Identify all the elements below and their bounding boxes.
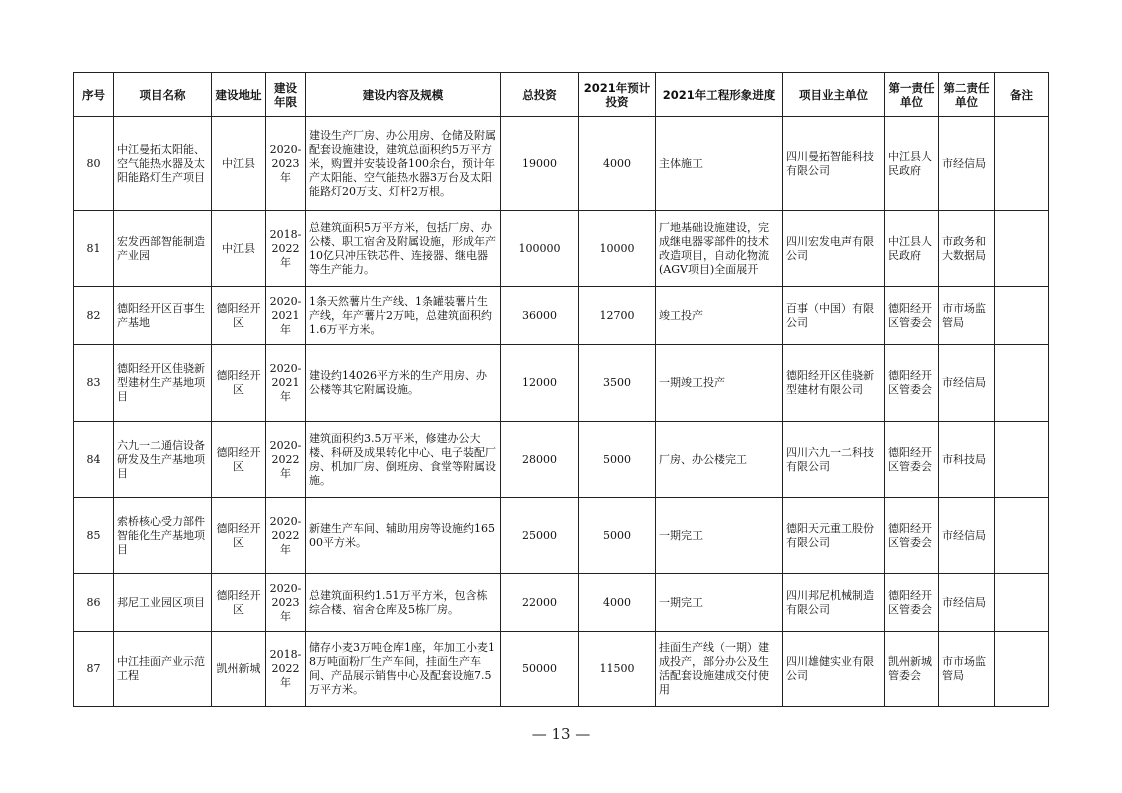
cell-remarks xyxy=(995,345,1049,422)
cell-remarks xyxy=(995,117,1049,211)
cell-total: 50000 xyxy=(501,632,579,707)
cell-period: 2020-2023年 xyxy=(266,117,306,211)
cell-remarks xyxy=(995,211,1049,287)
cell-plan2021: 10000 xyxy=(579,211,656,287)
cell-remarks xyxy=(995,498,1049,574)
header-content: 建设内容及规模 xyxy=(306,73,501,117)
cell-plan2021: 5000 xyxy=(579,422,656,498)
cell-name: 索桥核心受力部件智能化生产基地项目 xyxy=(114,498,212,574)
cell-seq: 82 xyxy=(74,287,114,345)
cell-content: 建设约14026平方米的生产用房、办公楼等其它附属设施。 xyxy=(306,345,501,422)
cell-total: 28000 xyxy=(501,422,579,498)
table-row xyxy=(74,117,1049,211)
table-row xyxy=(74,211,1049,287)
cell-total: 36000 xyxy=(501,287,579,345)
cell-resp2: 市经信局 xyxy=(939,498,995,574)
cell-total: 19000 xyxy=(501,117,579,211)
cell-plan2021: 4000 xyxy=(579,117,656,211)
cell-progress: 主体施工 xyxy=(656,117,783,211)
cell-owner: 百事（中国）有限公司 xyxy=(783,287,885,345)
cell-plan2021: 11500 xyxy=(579,632,656,707)
cell-resp1: 德阳经开区管委会 xyxy=(885,345,939,422)
header-owner: 项目业主单位 xyxy=(783,73,885,117)
cell-name: 德阳经开区百事生产基地 xyxy=(114,287,212,345)
cell-progress: 厂房、办公楼完工 xyxy=(656,422,783,498)
cell-remarks xyxy=(995,287,1049,345)
header-location: 建设地址 xyxy=(212,73,266,117)
cell-name: 邦尼工业园区项目 xyxy=(114,574,212,632)
cell-period: 2020-2021年 xyxy=(266,287,306,345)
cell-owner: 四川邦尼机械制造有限公司 xyxy=(783,574,885,632)
cell-owner: 德阳天元重工股份有限公司 xyxy=(783,498,885,574)
cell-seq: 84 xyxy=(74,422,114,498)
cell-owner: 四川曼拓智能科技有限公司 xyxy=(783,117,885,211)
cell-owner: 四川雄健实业有限公司 xyxy=(783,632,885,707)
cell-content: 建设生产厂房、办公用房、仓储及附属配套设施建设，建筑总面积约5万平方米，购置并安装设备100余台，预计年产太阳能、空气能热水器3万台及太阳能路灯20万支、灯杆2万根。 xyxy=(306,117,501,211)
cell-period: 2018-2022年 xyxy=(266,632,306,707)
cell-location: 德阳经开区 xyxy=(212,422,266,498)
header-plan2021: 2021年预计投资 xyxy=(579,73,656,117)
cell-period: 2020-2021年 xyxy=(266,345,306,422)
cell-progress: 厂地基础设施建设，完成继电器零部件的技术改造项目，自动化物流(AGV项目)全面展开 xyxy=(656,211,783,287)
cell-remarks xyxy=(995,632,1049,707)
cell-resp2: 市经信局 xyxy=(939,117,995,211)
cell-plan2021: 5000 xyxy=(579,498,656,574)
cell-name: 宏发西部智能制造产业园 xyxy=(114,211,212,287)
cell-plan2021: 12700 xyxy=(579,287,656,345)
cell-resp1: 中江县人民政府 xyxy=(885,211,939,287)
cell-location: 德阳经开区 xyxy=(212,574,266,632)
cell-name: 中江挂面产业示范工程 xyxy=(114,632,212,707)
cell-owner: 德阳经开区佳骁新型建材有限公司 xyxy=(783,345,885,422)
cell-resp1: 德阳经开区管委会 xyxy=(885,287,939,345)
cell-location: 凯州新城 xyxy=(212,632,266,707)
table-header xyxy=(74,73,1049,117)
cell-resp2: 市市场监管局 xyxy=(939,287,995,345)
cell-name: 德阳经开区佳骁新型建材生产基地项目 xyxy=(114,345,212,422)
cell-content: 总建筑面积5万平方米，包括厂房、办公楼、职工宿舍及附属设施，形成年产10亿只冲压铁芯件、连接器、继电器等生产能力。 xyxy=(306,211,501,287)
header-resp2: 第二责任单位 xyxy=(939,73,995,117)
cell-period: 2020-2023年 xyxy=(266,574,306,632)
page-number: — 13 — xyxy=(531,725,591,743)
table-row xyxy=(74,287,1049,345)
cell-location: 德阳经开区 xyxy=(212,287,266,345)
cell-owner: 四川宏发电声有限公司 xyxy=(783,211,885,287)
cell-total: 100000 xyxy=(501,211,579,287)
cell-plan2021: 3500 xyxy=(579,345,656,422)
table-row xyxy=(74,632,1049,707)
cell-resp1: 德阳经开区管委会 xyxy=(885,422,939,498)
cell-resp2: 市政务和大数据局 xyxy=(939,211,995,287)
cell-location: 中江县 xyxy=(212,211,266,287)
cell-period: 2018-2022年 xyxy=(266,211,306,287)
cell-seq: 81 xyxy=(74,211,114,287)
table-row xyxy=(74,574,1049,632)
table-row xyxy=(74,345,1049,422)
header-progress: 2021年工程形象进度 xyxy=(656,73,783,117)
header-seq: 序号 xyxy=(74,73,114,117)
cell-location: 德阳经开区 xyxy=(212,345,266,422)
table-body xyxy=(74,117,1049,707)
cell-location: 德阳经开区 xyxy=(212,498,266,574)
cell-resp2: 市经信局 xyxy=(939,574,995,632)
header-resp1: 第一责任单位 xyxy=(885,73,939,117)
cell-seq: 85 xyxy=(74,498,114,574)
cell-total: 12000 xyxy=(501,345,579,422)
cell-total: 22000 xyxy=(501,574,579,632)
cell-resp2: 市科技局 xyxy=(939,422,995,498)
header-name: 项目名称 xyxy=(114,73,212,117)
cell-resp2: 市经信局 xyxy=(939,345,995,422)
header-total: 总投资 xyxy=(501,73,579,117)
cell-progress: 一期完工 xyxy=(656,498,783,574)
cell-period: 2020-2022年 xyxy=(266,422,306,498)
cell-resp1: 德阳经开区管委会 xyxy=(885,498,939,574)
table-row xyxy=(74,498,1049,574)
cell-remarks xyxy=(995,422,1049,498)
cell-progress: 竣工投产 xyxy=(656,287,783,345)
header-remarks: 备注 xyxy=(995,73,1049,117)
table-row xyxy=(74,422,1049,498)
cell-total: 25000 xyxy=(501,498,579,574)
cell-owner: 四川六九一二科技有限公司 xyxy=(783,422,885,498)
cell-content: 储存小麦3万吨仓库1座，年加工小麦18万吨面粉厂生产车间，挂面生产车间、产品展示销售中心及配套设施7.5万平方米。 xyxy=(306,632,501,707)
cell-resp1: 中江县人民政府 xyxy=(885,117,939,211)
cell-progress: 一期竣工投产 xyxy=(656,345,783,422)
cell-period: 2020-2022年 xyxy=(266,498,306,574)
cell-name: 中江曼拓太阳能、空气能热水器及太阳能路灯生产项目 xyxy=(114,117,212,211)
cell-progress: 挂面生产线（一期）建成投产，部分办公及生活配套设施建成交付使用 xyxy=(656,632,783,707)
cell-name: 六九一二通信设备研发及生产基地项目 xyxy=(114,422,212,498)
cell-resp1: 德阳经开区管委会 xyxy=(885,574,939,632)
cell-resp1: 凯州新城管委会 xyxy=(885,632,939,707)
cell-remarks xyxy=(995,574,1049,632)
cell-seq: 87 xyxy=(74,632,114,707)
cell-content: 总建筑面积约1.51万平方米，包含栋综合楼、宿舍仓库及5栋厂房。 xyxy=(306,574,501,632)
cell-content: 1条天然薯片生产线、1条罐装薯片生产线，年产薯片2万吨，总建筑面积约1.6万平方米。 xyxy=(306,287,501,345)
cell-location: 中江县 xyxy=(212,117,266,211)
cell-progress: 一期完工 xyxy=(656,574,783,632)
cell-content: 建筑面积约3.5万平米，修建办公大楼、科研及成果转化中心、电子装配厂房、机加厂房、倒班房、食堂等附属设施。 xyxy=(306,422,501,498)
cell-seq: 83 xyxy=(74,345,114,422)
cell-seq: 80 xyxy=(74,117,114,211)
cell-plan2021: 4000 xyxy=(579,574,656,632)
header-period: 建设年限 xyxy=(266,73,306,117)
project-table xyxy=(73,72,1049,707)
cell-resp2: 市市场监管局 xyxy=(939,632,995,707)
cell-seq: 86 xyxy=(74,574,114,632)
cell-content: 新建生产车间、辅助用房等设施约16500平方米。 xyxy=(306,498,501,574)
